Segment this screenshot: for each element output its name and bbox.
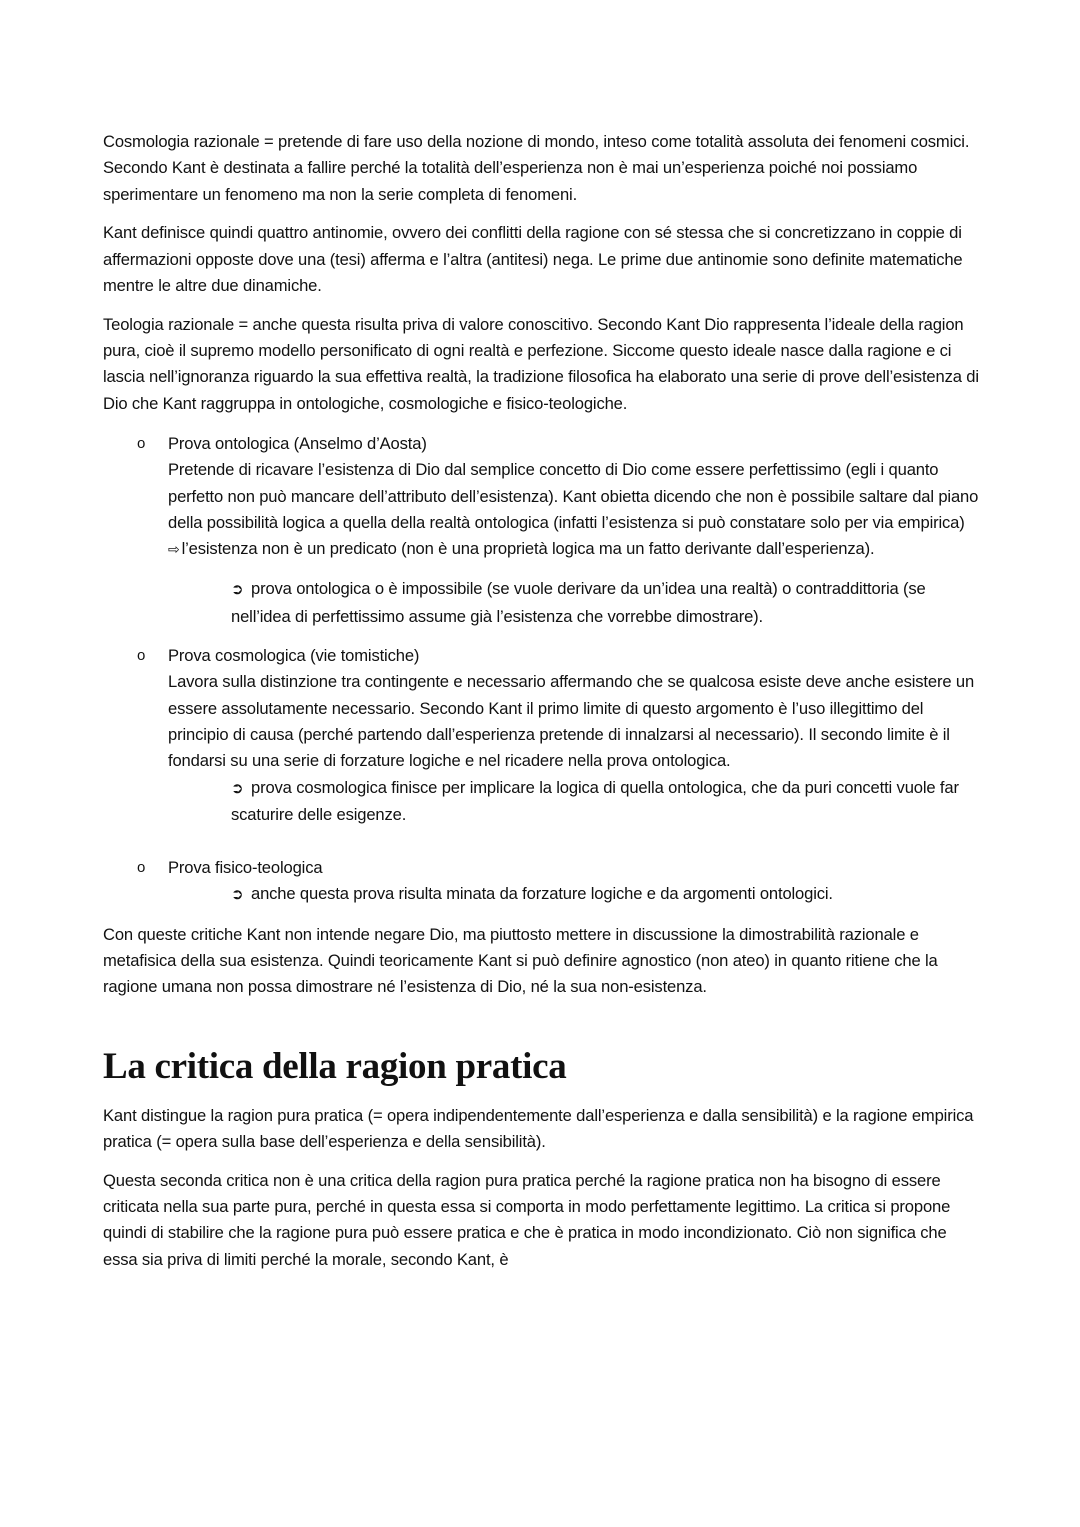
proof-title: Prova cosmologica (vie tomistiche) xyxy=(168,646,420,666)
hollow-bullet-icon: o xyxy=(137,647,146,665)
paragraph-antinomie: Kant definisce quindi quattro antinomie, ovvero dei conflitti della ragione con sé stessa che si concretizzano in coppie di affermazioni opposte dove una (tesi) afferma e l’altra (antitesi) nega. Le prime due antinomie sono definite matematiche mentre le altre due dinamiche. xyxy=(103,223,963,295)
hollow-bullet-icon: o xyxy=(137,434,146,452)
paragraph-cosmologia: Cosmologia razionale = pretende di fare uso della nozione di mondo, inteso come totalità assoluta dei fenomeni cosmici. Secondo Kant è destinata a fallire perché la totalità dell’esperienza non è mai un’esperienza poiché noi possiamo sperimentare un fenomeno ma non la serie completa di fenomeni. xyxy=(103,132,970,204)
paragraph-closing: Con queste critiche Kant non intende negare Dio, ma piuttosto mettere in discussione la dimostrabilità razionale e metafisica della sua esistenza. Quindi teoricamente Kant si può definire agnostico (non ateo) in quanto ritiene che la ragione umana non possa dimostrare né l’esistenza di Dio, né la sua non-esistenza. xyxy=(103,924,938,997)
hollow-bullet-icon: o xyxy=(137,859,146,877)
proof-conclusion: ➲ prova ontologica o è impossibile (se vuole derivare da un’idea una realtà) o contraddittoria (se nell’idea di perfettissimo assume già l’esistenza che vorrebbe dimostrare). xyxy=(231,579,926,626)
paragraph-seconda-critica: Questa seconda critica non è una critica della ragion pura pratica perché la ragione pratica non ha bisogno di essere criticata nella sua parte pura, perché in questa essa si comporta in modo perfettamente legittimo. La critica si propone quindi di stabilire che la ragione pura può essere pratica e che è pratica in modo incondizionato. Ciò non significa che essa sia priva di limiti perché la morale, secondo Kant, è xyxy=(103,1170,951,1269)
proof-conclusion: ➲ anche questa prova risulta minata da forzature logiche e da argomenti ontologici. xyxy=(103,881,983,908)
paragraph-teologia: Teologia razionale = anche questa risulta priva di valore conoscitivo. Secondo Kant Dio rappresenta l’ideale della ragion pura, cioè il supremo modello personificato di ogni realtà e perfezione. Siccome questo ideale nasce dalla ragione e ci lascia nell’ignoranza riguardo la sua effettiva realtà, la tradizione filosofica ha elaborato una serie di prove dell’esistenza di Dio che Kant raggruppa in ontologiche, cosmologiche e fisico-teologiche. xyxy=(103,314,979,413)
curved-arrow-icon: ➲ xyxy=(231,779,244,797)
proof-conclusion: ➲ prova cosmologica finisce per implicare la logica di quella ontologica, che da puri concetti vuole far scaturire delle esigenze. xyxy=(231,777,959,824)
section-heading: La critica della ragion pratica xyxy=(103,1045,567,1087)
proof-body: Pretende di ricavare l’esistenza di Dio dal semplice concetto di Dio come essere perfettissimo (egli i quanto perfetto non può mancare dell’attributo dell’esistenza). Kant obietta dicendo che non è possibile saltare dal piano della possibilità logica a quella della realtà ontologica (infatti l’esistenza si può constatare solo per via empirica) ⇨ l’esistenza non è un predicato (non è una proprietà logica ma un fatto derivante dall’esperienza). xyxy=(168,460,979,559)
curved-arrow-icon: ➲ xyxy=(231,886,244,904)
list-item-prova-ontologica xyxy=(103,431,983,562)
right-arrow-icon: ⇨ xyxy=(168,541,180,558)
document-page xyxy=(103,129,983,1285)
proof-title: Prova ontologica (Anselmo d’Aosta) xyxy=(168,433,427,453)
list-item-prova-fisico-teologica xyxy=(103,855,983,881)
proof-body: Lavora sulla distinzione tra contingente e necessario affermando che se qualcosa esiste deve anche esistere un essere assolutamente necessario. Secondo Kant il primo limite di questo argomento è l’uso illegittimo del principio di causa (perché partendo dall’esperienza pretende di innalzarsi al necessario). Il secondo limite è il fondarsi su una serie di forzature logiche e nel ricadere nella prova ontologica. xyxy=(168,672,975,771)
paragraph-ragion-pratica: Kant distingue la ragion pura pratica (= opera indipendentemente dall’esperienza e dalla sensibilità) e la ragione empirica pratica (= opera sulla base dell’esperienza e della sensibilità). xyxy=(103,1105,974,1151)
proof-title: Prova fisico-teologica xyxy=(168,858,323,878)
curved-arrow-icon: ➲ xyxy=(231,581,244,599)
list-item-prova-cosmologica xyxy=(103,643,983,774)
